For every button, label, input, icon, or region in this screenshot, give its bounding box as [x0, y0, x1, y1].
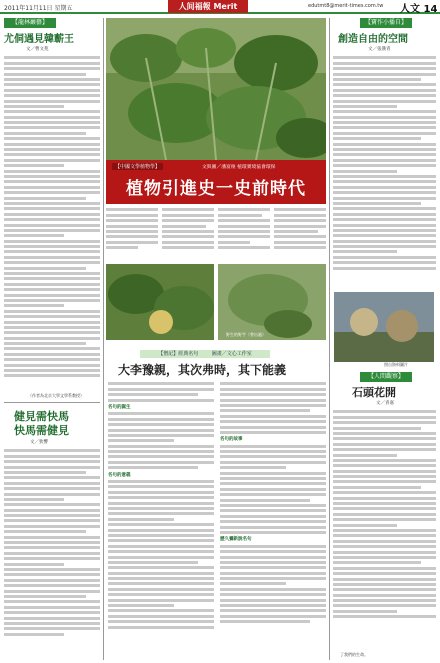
- right-article-body-2: [333, 408, 436, 650]
- right-column-tag-2: 【人間觀察】: [360, 372, 412, 382]
- center-photo-caption: 野生的野芋（曾出處）: [226, 332, 266, 337]
- right-article-title: 創造自由的空間: [338, 34, 408, 45]
- center-photo-left: [106, 264, 214, 340]
- right-article-title-2: 石頭花開: [352, 386, 396, 399]
- lower-tag-left: 【僧記】經典名句: [158, 351, 199, 357]
- left-bottom-title-1: 健見需快馬: [14, 410, 69, 423]
- right-article-byline-2: 文／青嘉: [376, 401, 394, 406]
- taro-leaves-illustration: [106, 18, 326, 160]
- right-column-tag: 【寶作小播自】: [360, 18, 412, 28]
- right-article-end: 了我們的生命。: [340, 652, 368, 657]
- banner-column-tag: 【中國文學植物學】: [112, 163, 163, 170]
- left-article-title: 尤侗遇見韓蘄王: [4, 34, 74, 45]
- sub-heading-2: 名句的意義: [108, 472, 131, 478]
- contact-email: edutmt8@merit-times.com.tw: [308, 3, 384, 9]
- plant-photo: [106, 18, 326, 160]
- center-photo-right: [218, 264, 326, 340]
- center-lower-tag: [140, 350, 270, 358]
- sub-heading-1: 名句的誕生: [108, 404, 131, 410]
- left-column-tag: 【龍林巖藝】: [4, 18, 56, 28]
- banner-headline: 植物引進史一史前時代: [126, 179, 306, 199]
- right-article-body: [333, 54, 436, 294]
- center-top-body: [106, 206, 326, 264]
- right-photo: [334, 292, 434, 362]
- column-rule-right: [329, 18, 330, 660]
- right-article-byline: 文／張漢青: [368, 47, 391, 52]
- column-rule-left: [103, 18, 104, 660]
- right-photo-caption: 照自資料圖片: [384, 362, 408, 367]
- feature-banner: [106, 160, 326, 204]
- left-article-byline: 文／曹文苑: [26, 47, 49, 52]
- page-header: [0, 0, 440, 14]
- sub-heading-3: 名句的故事: [220, 437, 243, 443]
- issue-date: 2011年11月11日 星期五: [4, 5, 73, 12]
- left-bottom-byline: 文／狄響: [30, 440, 48, 445]
- center-lower-body: [108, 380, 326, 660]
- left-article-end-note: （作者為北京大學文學系教授）: [28, 393, 84, 398]
- lower-tag-right: 圖畫／文心工作室: [211, 351, 252, 357]
- center-lower-title: 大李豫親，其次弗時，其下能義: [118, 363, 287, 377]
- section-label: 人文 14: [400, 4, 438, 15]
- newspaper-logo: 人间福報 Merit: [168, 0, 248, 13]
- left-divider: [4, 402, 100, 403]
- left-bottom-title-2: 快馬需健見: [14, 424, 69, 437]
- sub-heading-4: 歷久彌新說名句: [220, 537, 252, 543]
- left-article-body: [4, 54, 100, 394]
- left-bottom-body: [4, 447, 100, 659]
- banner-author: 文與圖／潘富俊 植環實境協會環保: [202, 165, 276, 170]
